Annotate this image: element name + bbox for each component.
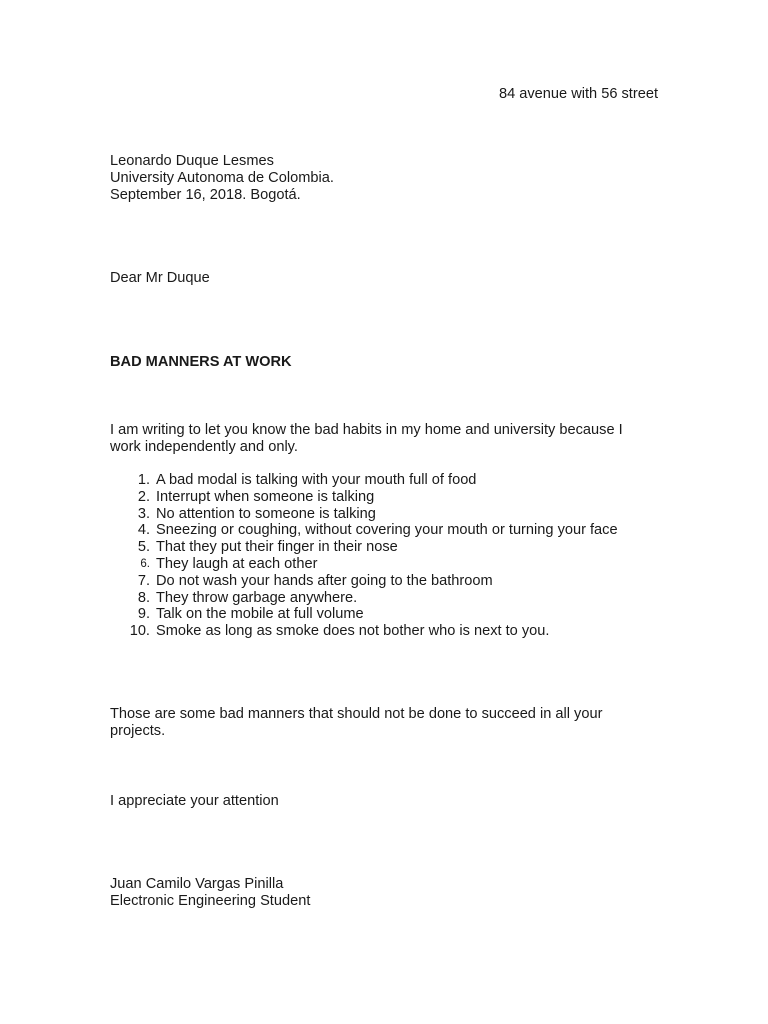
list-item-text: Interrupt when someone is talking	[156, 488, 375, 505]
list-item	[110, 506, 618, 523]
salutation	[110, 270, 210, 287]
list-item	[110, 590, 618, 607]
closing-line: projects.	[110, 722, 166, 739]
signature-title: Electronic Engineering Student	[110, 892, 311, 909]
recipient-name: Leonardo Duque Lesmes	[110, 153, 274, 169]
subject-heading	[110, 354, 292, 371]
list-item	[110, 606, 618, 623]
signature-block	[110, 876, 310, 910]
sender-address	[499, 86, 658, 103]
list-item-number: 4.	[137, 522, 150, 539]
list-item	[110, 522, 618, 539]
list-item-number: 8.	[137, 589, 150, 606]
recipient-institution: University Autonoma de Colombia.	[110, 169, 334, 186]
list-item-text: A bad modal is talking with your mouth full of food	[156, 472, 477, 488]
list-item-text: Do not wash your hands after going to the bathroom	[156, 572, 493, 589]
sender-address-text: 84 avenue with 56 street	[498, 86, 658, 102]
list-item-text: No attention to someone is talking	[156, 505, 376, 522]
list-item	[110, 573, 618, 590]
list-item	[110, 489, 618, 506]
appreciation	[110, 793, 279, 810]
appreciation-text: I appreciate your attention	[110, 793, 279, 809]
list-item-number: 6.	[140, 557, 150, 570]
bad-manners-list	[110, 472, 618, 640]
list-item-number: 3.	[137, 505, 150, 522]
intro-line: I am writing to let you know the bad habits in my home and university because I	[110, 422, 623, 438]
signature-name: Juan Camilo Vargas Pinilla	[110, 876, 284, 892]
list-item	[110, 472, 618, 489]
list-item-text: They laugh at each other	[156, 555, 318, 572]
subject-text: BAD MANNERS AT WORK	[110, 354, 292, 370]
list-item-text: Smoke as long as smoke does not bother who is next to you.	[156, 623, 550, 640]
list-item-number: 5.	[137, 539, 150, 556]
list-item-number: 9.	[137, 606, 150, 623]
salutation-text: Dear Mr Duque	[110, 270, 210, 286]
list-item	[110, 623, 618, 640]
intro-paragraph	[110, 422, 623, 456]
list-item	[110, 556, 618, 573]
list-item	[110, 539, 618, 556]
list-item-text: They throw garbage anywhere.	[156, 589, 358, 606]
list-item-number: 2.	[137, 488, 150, 505]
list-item-number: 7.	[137, 572, 150, 589]
letter-date: September 16, 2018. Bogotá.	[110, 186, 301, 203]
list-item-number: 10.	[129, 623, 150, 640]
list-item-text: That they put their finger in their nose	[156, 539, 398, 556]
list-item-text: Sneezing or coughing, without covering your mouth or turning your face	[156, 522, 618, 539]
list-item-text: Talk on the mobile at full volume	[156, 606, 364, 623]
list-item-number: 1.	[137, 472, 150, 488]
closing-line: Those are some bad manners that should not be done to succeed in all your	[110, 706, 603, 722]
intro-line: work independently and only.	[110, 438, 298, 455]
recipient-block	[110, 153, 334, 203]
closing-paragraph	[110, 706, 602, 740]
